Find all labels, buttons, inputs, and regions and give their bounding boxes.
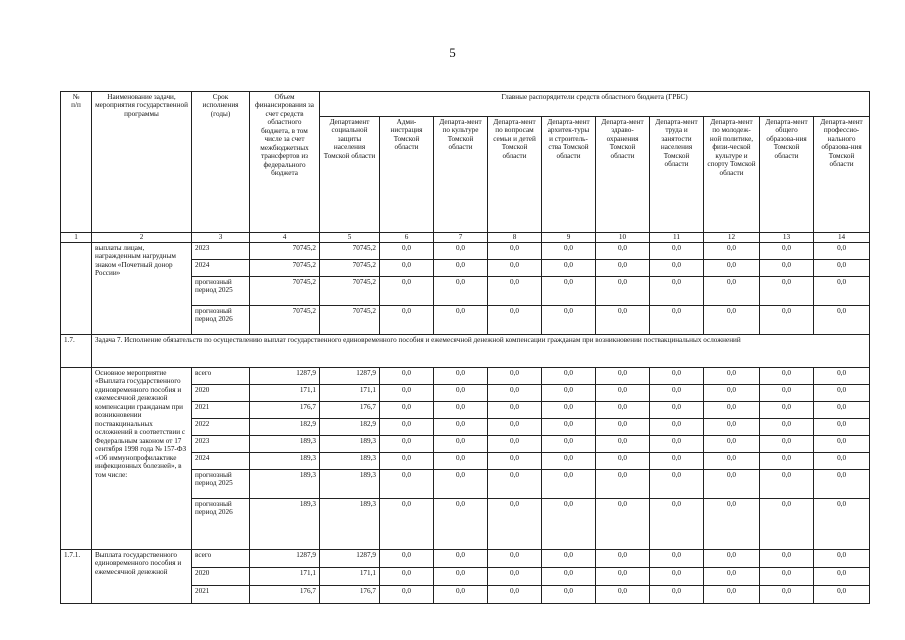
total-cell: 189,3 <box>250 499 320 550</box>
grbs-value-cell: 0,0 <box>650 419 704 436</box>
header-period: Срок исполнения (годы) <box>192 92 250 233</box>
grbs-value-cell: 0,0 <box>488 368 542 385</box>
grbs-value-cell: 0,0 <box>760 243 814 260</box>
header-grbs-col: Департа-мент здраво-охранения Томской области <box>596 117 650 233</box>
grbs-value-cell: 0,0 <box>760 385 814 402</box>
grbs-value-cell: 0,0 <box>814 385 870 402</box>
period-cell: прогнозный период 2026 <box>192 499 250 550</box>
row-number <box>61 243 92 335</box>
grbs-value-cell: 0,0 <box>704 436 760 453</box>
index-cell: 7 <box>434 233 488 243</box>
task-text: Задача 7. Исполнение обязательств по осуществлению выплат государственного единовременного пособия и ежемесячной денежной компенсации гражданам при возникновении поствакцинальных осложнений <box>92 335 870 368</box>
grbs-value-cell: 0,0 <box>760 277 814 306</box>
grbs-value-cell: 0,0 <box>542 550 596 568</box>
total-cell: 70745,2 <box>250 306 320 335</box>
table-row <box>61 368 870 385</box>
total-cell: 171,1 <box>250 568 320 586</box>
period-cell: 2024 <box>192 453 250 470</box>
grbs-value-cell: 0,0 <box>650 368 704 385</box>
grbs-value-cell: 0,0 <box>704 306 760 335</box>
grbs-value-cell: 0,0 <box>596 260 650 277</box>
index-cell: 8 <box>488 233 542 243</box>
grbs-value-cell: 176,7 <box>320 586 380 604</box>
grbs-value-cell: 0,0 <box>596 277 650 306</box>
grbs-value-cell: 0,0 <box>434 402 488 419</box>
grbs-value-cell: 0,0 <box>814 243 870 260</box>
grbs-value-cell: 70745,2 <box>320 243 380 260</box>
grbs-value-cell: 0,0 <box>596 453 650 470</box>
grbs-value-cell: 0,0 <box>488 277 542 306</box>
grbs-value-cell: 0,0 <box>596 436 650 453</box>
grbs-value-cell: 0,0 <box>650 402 704 419</box>
grbs-value-cell: 0,0 <box>488 419 542 436</box>
grbs-value-cell: 0,0 <box>704 568 760 586</box>
grbs-value-cell: 0,0 <box>760 368 814 385</box>
grbs-value-cell: 0,0 <box>596 550 650 568</box>
index-cell: 13 <box>760 233 814 243</box>
grbs-value-cell: 0,0 <box>650 453 704 470</box>
grbs-value-cell: 0,0 <box>650 243 704 260</box>
period-cell: всего <box>192 368 250 385</box>
grbs-value-cell: 0,0 <box>814 277 870 306</box>
grbs-value-cell: 176,7 <box>320 402 380 419</box>
total-cell: 176,7 <box>250 402 320 419</box>
grbs-value-cell: 0,0 <box>434 568 488 586</box>
period-cell: 2024 <box>192 260 250 277</box>
grbs-value-cell: 0,0 <box>380 260 434 277</box>
grbs-value-cell: 0,0 <box>380 568 434 586</box>
header-grbs-col: Департа-мент труда и занятости населения Томской области <box>650 117 704 233</box>
grbs-value-cell: 0,0 <box>542 385 596 402</box>
grbs-value-cell: 70745,2 <box>320 277 380 306</box>
grbs-value-cell: 0,0 <box>704 499 760 550</box>
table-row <box>61 243 870 260</box>
grbs-value-cell: 0,0 <box>704 368 760 385</box>
grbs-value-cell: 0,0 <box>814 260 870 277</box>
grbs-value-cell: 0,0 <box>488 402 542 419</box>
grbs-value-cell: 0,0 <box>596 306 650 335</box>
grbs-value-cell: 0,0 <box>596 368 650 385</box>
grbs-value-cell: 0,0 <box>760 470 814 499</box>
grbs-value-cell: 0,0 <box>542 243 596 260</box>
grbs-value-cell: 0,0 <box>488 385 542 402</box>
grbs-value-cell: 0,0 <box>542 436 596 453</box>
grbs-value-cell: 0,0 <box>814 586 870 604</box>
total-cell: 70745,2 <box>250 277 320 306</box>
grbs-value-cell: 0,0 <box>704 419 760 436</box>
grbs-value-cell: 0,0 <box>434 385 488 402</box>
grbs-value-cell: 0,0 <box>650 550 704 568</box>
grbs-value-cell: 0,0 <box>596 586 650 604</box>
grbs-value-cell: 0,0 <box>814 453 870 470</box>
grbs-value-cell: 0,0 <box>488 260 542 277</box>
grbs-value-cell: 0,0 <box>704 470 760 499</box>
grbs-value-cell: 0,0 <box>542 568 596 586</box>
page-number: 5 <box>449 45 456 60</box>
grbs-value-cell: 1287,9 <box>320 550 380 568</box>
period-cell: 2020 <box>192 385 250 402</box>
index-row <box>61 233 870 243</box>
grbs-value-cell: 0,0 <box>760 402 814 419</box>
grbs-value-cell: 0,0 <box>760 419 814 436</box>
grbs-value-cell: 0,0 <box>380 453 434 470</box>
grbs-value-cell: 0,0 <box>488 586 542 604</box>
grbs-value-cell: 171,1 <box>320 385 380 402</box>
grbs-value-cell: 0,0 <box>542 402 596 419</box>
total-cell: 70745,2 <box>250 243 320 260</box>
grbs-value-cell: 0,0 <box>704 243 760 260</box>
grbs-value-cell: 0,0 <box>760 306 814 335</box>
grbs-value-cell: 0,0 <box>596 243 650 260</box>
grbs-value-cell: 0,0 <box>434 453 488 470</box>
period-cell: 2020 <box>192 568 250 586</box>
index-cell: 9 <box>542 233 596 243</box>
grbs-value-cell: 0,0 <box>704 260 760 277</box>
index-cell: 14 <box>814 233 870 243</box>
period-cell: 2021 <box>192 402 250 419</box>
header-grbs-col: Департа-мент общего образова-ния Томской области <box>760 117 814 233</box>
grbs-value-cell: 0,0 <box>760 568 814 586</box>
grbs-value-cell: 0,0 <box>434 419 488 436</box>
grbs-value-cell: 0,0 <box>488 453 542 470</box>
grbs-value-cell: 0,0 <box>704 385 760 402</box>
header-grbs-col: Адми-нистрация Томской области <box>380 117 434 233</box>
grbs-value-cell: 0,0 <box>596 568 650 586</box>
grbs-value-cell: 0,0 <box>380 385 434 402</box>
grbs-value-cell: 0,0 <box>760 586 814 604</box>
index-cell: 6 <box>380 233 434 243</box>
grbs-value-cell: 0,0 <box>434 470 488 499</box>
grbs-value-cell: 0,0 <box>380 436 434 453</box>
period-cell: прогнозный период 2026 <box>192 306 250 335</box>
period-cell: прогнозный период 2025 <box>192 470 250 499</box>
header-grbs-col: Департа-мент профессио-нального образова-ния Томской области <box>814 117 870 233</box>
grbs-value-cell: 0,0 <box>704 402 760 419</box>
grbs-value-cell: 0,0 <box>380 306 434 335</box>
grbs-value-cell: 0,0 <box>434 260 488 277</box>
grbs-value-cell: 0,0 <box>434 550 488 568</box>
grbs-value-cell: 0,0 <box>650 499 704 550</box>
grbs-value-cell: 0,0 <box>650 568 704 586</box>
grbs-value-cell: 0,0 <box>760 436 814 453</box>
index-cell: 4 <box>250 233 320 243</box>
period-cell: 2023 <box>192 436 250 453</box>
index-cell: 5 <box>320 233 380 243</box>
index-cell: 2 <box>92 233 192 243</box>
grbs-value-cell: 0,0 <box>434 436 488 453</box>
period-cell: 2023 <box>192 243 250 260</box>
header-grbs-title: Главные распорядители средств областного бюджета (ГРБС) <box>320 92 870 117</box>
budget-table <box>60 91 870 604</box>
grbs-value-cell: 0,0 <box>542 260 596 277</box>
grbs-value-cell: 0,0 <box>814 402 870 419</box>
index-cell: 1 <box>61 233 92 243</box>
total-cell: 1287,9 <box>250 368 320 385</box>
period-cell: прогнозный период 2025 <box>192 277 250 306</box>
total-cell: 176,7 <box>250 586 320 604</box>
grbs-value-cell: 0,0 <box>650 470 704 499</box>
grbs-value-cell: 70745,2 <box>320 260 380 277</box>
grbs-value-cell: 0,0 <box>704 586 760 604</box>
header-grbs-col: Департа-мент архитек-туры и строитель-ства Томской области <box>542 117 596 233</box>
grbs-value-cell: 0,0 <box>488 470 542 499</box>
row-description: Основное мероприятие «Выплата государственного единовременного пособия и ежемесячной денежной компенсации гражданам при возникновении поствакцинальных осложнений в соответствии с Федеральным законом от 17 сентября 1998 года № 157-ФЗ «Об иммунопрофилактике инфекционных болезней», в том числе: <box>92 368 192 550</box>
index-cell: 10 <box>596 233 650 243</box>
grbs-value-cell: 0,0 <box>814 306 870 335</box>
grbs-value-cell: 0,0 <box>434 277 488 306</box>
grbs-value-cell: 0,0 <box>380 277 434 306</box>
grbs-value-cell: 0,0 <box>596 419 650 436</box>
grbs-value-cell: 0,0 <box>704 277 760 306</box>
grbs-value-cell: 0,0 <box>596 499 650 550</box>
grbs-value-cell: 171,1 <box>320 568 380 586</box>
grbs-value-cell: 0,0 <box>434 306 488 335</box>
grbs-value-cell: 0,0 <box>760 453 814 470</box>
grbs-value-cell: 0,0 <box>596 470 650 499</box>
period-cell: всего <box>192 550 250 568</box>
header-num: № п/п <box>61 92 92 233</box>
grbs-value-cell: 0,0 <box>760 550 814 568</box>
grbs-value-cell: 0,0 <box>380 243 434 260</box>
grbs-value-cell: 70745,2 <box>320 306 380 335</box>
grbs-value-cell: 0,0 <box>542 586 596 604</box>
grbs-value-cell: 0,0 <box>542 453 596 470</box>
grbs-value-cell: 0,0 <box>814 368 870 385</box>
grbs-value-cell: 0,0 <box>814 550 870 568</box>
period-cell: 2022 <box>192 419 250 436</box>
table-body <box>61 243 870 604</box>
grbs-value-cell: 0,0 <box>488 550 542 568</box>
index-cell: 12 <box>704 233 760 243</box>
row-number <box>61 368 92 550</box>
total-cell: 189,3 <box>250 436 320 453</box>
grbs-value-cell: 0,0 <box>650 586 704 604</box>
total-cell: 182,9 <box>250 419 320 436</box>
grbs-value-cell: 189,3 <box>320 499 380 550</box>
grbs-value-cell: 0,0 <box>434 368 488 385</box>
grbs-value-cell: 0,0 <box>650 436 704 453</box>
total-cell: 70745,2 <box>250 260 320 277</box>
grbs-value-cell: 0,0 <box>434 499 488 550</box>
header-grbs-col: Департамент социальной защиты населения Томской области <box>320 117 380 233</box>
grbs-value-cell: 0,0 <box>488 306 542 335</box>
grbs-value-cell: 0,0 <box>814 470 870 499</box>
grbs-value-cell: 0,0 <box>542 306 596 335</box>
grbs-value-cell: 0,0 <box>542 277 596 306</box>
grbs-value-cell: 0,0 <box>434 243 488 260</box>
header-volume: Объем финансирования за счет средств областного бюджета, в том числе за счет межбюджетных трансфертов из федерального бюджета <box>250 92 320 233</box>
grbs-value-cell: 189,3 <box>320 453 380 470</box>
header-grbs-col: Департа-мент по вопросам семьи и детей Томской области <box>488 117 542 233</box>
grbs-value-cell: 0,0 <box>380 419 434 436</box>
grbs-value-cell: 0,0 <box>760 260 814 277</box>
row-number: 1.7. <box>61 335 92 368</box>
grbs-value-cell: 0,0 <box>380 402 434 419</box>
row-description: выплаты лицам, награжденным нагрудным знаком «Почетный донор России» <box>92 243 192 335</box>
grbs-value-cell: 0,0 <box>542 368 596 385</box>
total-cell: 171,1 <box>250 385 320 402</box>
total-cell: 1287,9 <box>250 550 320 568</box>
grbs-value-cell: 0,0 <box>488 243 542 260</box>
grbs-value-cell: 0,0 <box>596 385 650 402</box>
grbs-value-cell: 189,3 <box>320 436 380 453</box>
header-grbs-col: Департа-мент по молодеж-ной политике, физи-ческой культуре и спорту Томской области <box>704 117 760 233</box>
grbs-value-cell: 0,0 <box>380 368 434 385</box>
task-row <box>61 335 870 368</box>
row-description: Выплата государственного единовременного пособия и ежемесячной денежной <box>92 550 192 604</box>
grbs-value-cell: 0,0 <box>760 499 814 550</box>
table-row <box>61 550 870 568</box>
index-cell: 3 <box>192 233 250 243</box>
period-cell: 2021 <box>192 586 250 604</box>
grbs-value-cell: 0,0 <box>814 499 870 550</box>
grbs-value-cell: 0,0 <box>542 499 596 550</box>
grbs-value-cell: 0,0 <box>380 470 434 499</box>
grbs-value-cell: 0,0 <box>650 385 704 402</box>
grbs-value-cell: 0,0 <box>704 453 760 470</box>
grbs-value-cell: 0,0 <box>488 499 542 550</box>
grbs-value-cell: 0,0 <box>434 586 488 604</box>
grbs-value-cell: 0,0 <box>814 419 870 436</box>
row-number: 1.7.1. <box>61 550 92 604</box>
grbs-value-cell: 0,0 <box>488 568 542 586</box>
header-grbs-col: Департа-мент по культуре Томской области <box>434 117 488 233</box>
header-name: Наименование задачи, мероприятия государственной программы <box>92 92 192 233</box>
grbs-value-cell: 0,0 <box>380 550 434 568</box>
grbs-value-cell: 0,0 <box>814 436 870 453</box>
grbs-value-cell: 0,0 <box>542 419 596 436</box>
total-cell: 189,3 <box>250 470 320 499</box>
grbs-value-cell: 0,0 <box>542 470 596 499</box>
grbs-value-cell: 0,0 <box>650 277 704 306</box>
grbs-value-cell: 189,3 <box>320 470 380 499</box>
grbs-value-cell: 1287,9 <box>320 368 380 385</box>
grbs-value-cell: 0,0 <box>596 402 650 419</box>
grbs-value-cell: 0,0 <box>488 436 542 453</box>
grbs-value-cell: 0,0 <box>704 550 760 568</box>
grbs-value-cell: 0,0 <box>380 586 434 604</box>
index-cell: 11 <box>650 233 704 243</box>
grbs-value-cell: 0,0 <box>650 306 704 335</box>
grbs-value-cell: 0,0 <box>814 568 870 586</box>
grbs-value-cell: 0,0 <box>380 499 434 550</box>
grbs-value-cell: 0,0 <box>650 260 704 277</box>
total-cell: 189,3 <box>250 453 320 470</box>
grbs-value-cell: 182,9 <box>320 419 380 436</box>
